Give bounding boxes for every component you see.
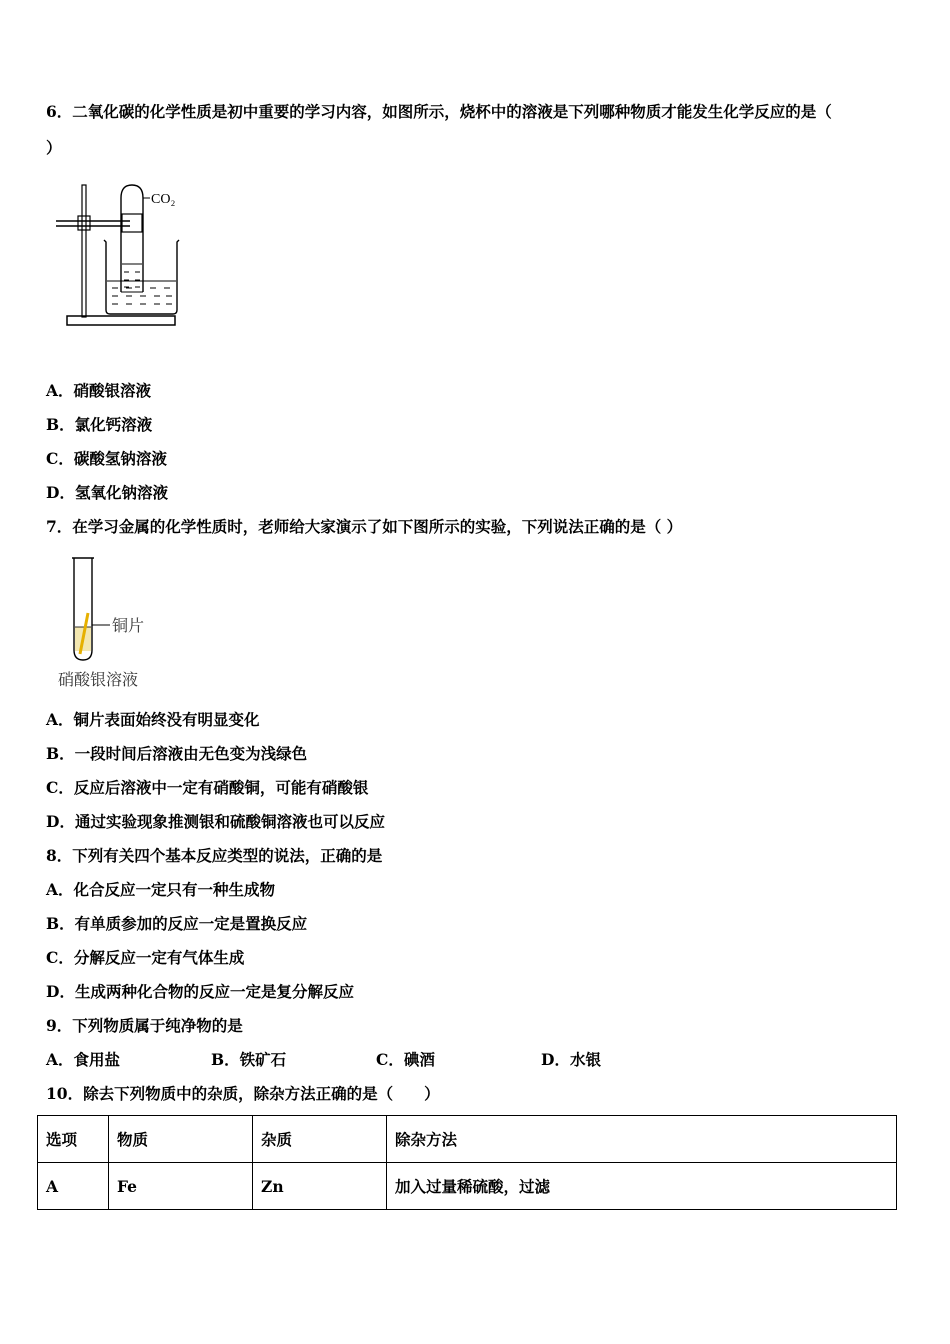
q6-stem-line1: 6．二氧化碳的化学性质是初中重要的学习内容，如图所示，烧杯中的溶液是下列哪种物质才能发生化学反应的是（ <box>46 102 832 121</box>
q7-option-b: B．一段时间后溶液由无色变为浅绿色 <box>46 744 308 763</box>
table-header-row <box>38 1116 897 1163</box>
q8-option-d: D．生成两种化合物的反应一定是复分解反应 <box>46 982 354 1001</box>
q8-option-b: B．有单质参加的反应一定是置换反应 <box>46 914 308 933</box>
cell-substance: Fe <box>109 1163 253 1210</box>
header-method: 除杂方法 <box>387 1116 897 1163</box>
co2-label: CO₂ <box>151 192 176 207</box>
clamp-knob <box>78 216 90 230</box>
solution-label: 硝酸银溶液 <box>58 670 139 689</box>
q6-stem-line2: ） <box>46 138 62 157</box>
q6-option-b: B．氯化钙溶液 <box>46 415 153 434</box>
q7-test-tube-figure <box>55 555 165 695</box>
test-tube <box>121 185 143 292</box>
header-substance: 物质 <box>109 1116 253 1163</box>
cell-impurity: Zn <box>253 1163 387 1210</box>
header-option: 选项 <box>38 1116 109 1163</box>
q9-option-c: C．碘酒 <box>376 1050 435 1069</box>
q6-option-c: C．碳酸氢钠溶液 <box>46 449 167 468</box>
q9-option-b: B．铁矿石 <box>211 1050 287 1069</box>
q6-apparatus-figure <box>50 180 200 335</box>
q8-option-c: C．分解反应一定有气体生成 <box>46 948 245 967</box>
q9-option-d: D．水银 <box>541 1050 601 1069</box>
q7-option-a: A．铜片表面始终没有明显变化 <box>46 710 260 729</box>
header-impurity: 杂质 <box>253 1116 387 1163</box>
q10-table <box>37 1115 897 1210</box>
beaker <box>104 240 179 314</box>
q7-stem: 7．在学习金属的化学性质时，老师给大家演示了如下图所示的实验，下列说法正确的是（ ） <box>46 517 683 536</box>
stand-rod <box>82 185 86 317</box>
q9-stem: 9．下列物质属于纯净物的是 <box>46 1016 243 1035</box>
q10-stem: 10．除去下列物质中的杂质，除杂方法正确的是（ ） <box>46 1084 440 1103</box>
q8-option-a: A．化合反应一定只有一种生成物 <box>46 880 276 899</box>
q9-option-a: A．食用盐 <box>46 1050 121 1069</box>
q7-option-d: D．通过实验现象推测银和硫酸铜溶液也可以反应 <box>46 812 385 831</box>
q6-option-d: D．氢氧化钠溶液 <box>46 483 168 502</box>
q8-stem: 8．下列有关四个基本反应类型的说法，正确的是 <box>46 846 383 865</box>
copper-label: 铜片 <box>112 616 145 635</box>
cell-option: A <box>38 1163 109 1210</box>
q6-option-a: A．硝酸银溶液 <box>46 381 152 400</box>
q7-option-c: C．反应后溶液中一定有硝酸铜，可能有硝酸银 <box>46 778 369 797</box>
table-row <box>38 1163 897 1210</box>
cell-method: 加入过量稀硫酸，过滤 <box>387 1163 897 1210</box>
